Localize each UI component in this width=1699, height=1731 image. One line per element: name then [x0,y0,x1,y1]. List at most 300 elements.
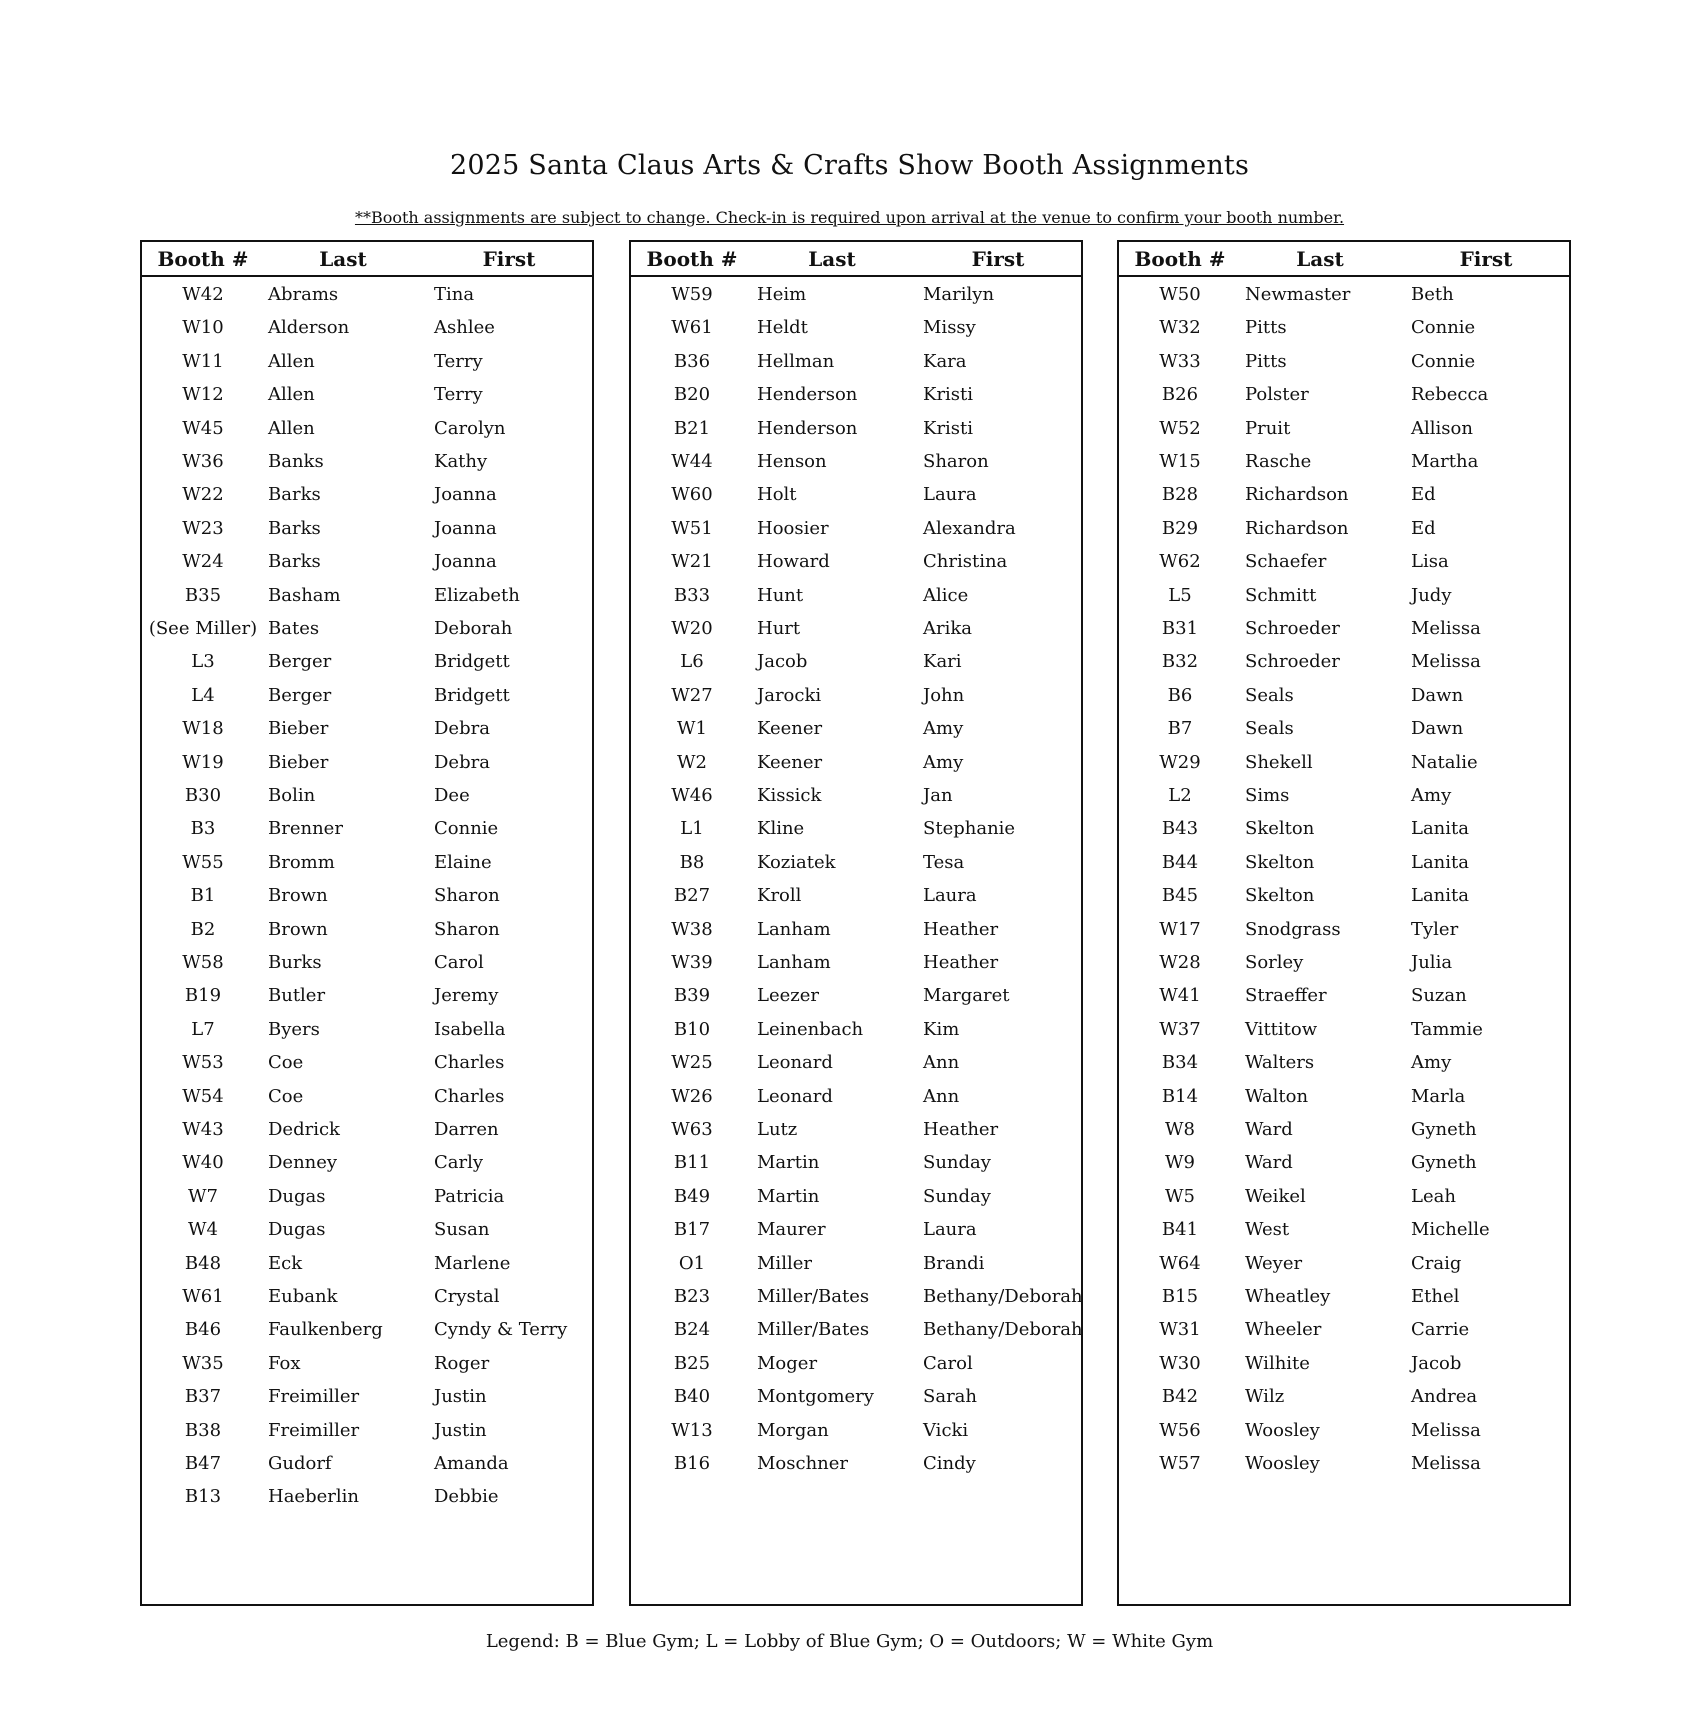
table-row [631,1014,1081,1047]
first-name-cell: Tesa [923,851,965,873]
last-name-cell: Polster [1245,384,1309,406]
table-row [631,880,1081,913]
first-name-cell: Bethany/Deborah [923,1319,1083,1341]
booth-cell: B44 [1161,851,1199,873]
table-row [1119,914,1569,947]
booth-cell: W46 [671,785,713,806]
booth-cell: L6 [680,651,704,673]
first-name-cell: Sunday [923,1185,991,1207]
booth-cell: W40 [182,1152,224,1174]
table-row [142,880,592,913]
last-name-cell: Shekell [1245,751,1313,773]
last-name-cell: Pitts [1245,350,1287,372]
table-row [142,1448,592,1481]
table-row [1119,1014,1569,1047]
booth-cell: W39 [671,952,713,973]
first-name-cell: Debra [434,718,490,740]
last-name-cell: Wheatley [1245,1286,1331,1307]
first-name-cell: Joanna [434,484,497,506]
table-row [1119,747,1569,780]
first-name-cell: Sharon [923,451,989,472]
table-row [142,513,592,546]
header-last: Last [319,247,367,271]
booth-cell: B34 [1161,1052,1199,1074]
header-last: Last [808,247,856,271]
last-name-cell: Martin [757,1152,820,1174]
booth-cell: W22 [182,484,224,506]
last-name-cell: Schaefer [1245,551,1327,573]
last-name-cell: Bolin [268,785,316,806]
table-row [631,646,1081,679]
table-row [1119,1381,1569,1414]
last-name-cell: Allen [268,384,315,406]
last-name-cell: Wheeler [1245,1319,1322,1341]
booth-cell: B14 [1161,1085,1199,1107]
last-name-cell: Dugas [268,1185,326,1207]
table-row [142,1248,592,1281]
last-name-cell: Byers [268,1018,320,1040]
table-row [1119,1281,1569,1314]
last-name-cell: Fox [268,1352,301,1374]
table-row [631,1381,1081,1414]
last-name-cell: Hellman [757,350,835,372]
last-name-cell: Eubank [268,1286,338,1307]
booth-cell: W31 [1159,1319,1201,1341]
first-name-cell: Connie [1411,317,1476,339]
last-name-cell: Keener [757,718,823,740]
first-name-cell: Sunday [923,1152,991,1174]
last-name-cell: Snodgrass [1245,918,1341,940]
booth-table-1 [140,240,594,1606]
last-name-cell: Newmaster [1245,284,1351,305]
last-name-cell: Bieber [268,751,329,773]
first-name-cell: Julia [1411,952,1453,973]
booth-cell: W61 [671,317,713,339]
booth-cell: W2 [677,751,707,773]
table-row [142,1114,592,1147]
table-row [142,1214,592,1247]
last-name-cell: Kline [757,818,805,840]
table-row [1119,479,1569,512]
booth-cell: B7 [1167,718,1193,740]
booth-cell: W26 [671,1085,713,1107]
table-row [142,312,592,345]
header-first: First [1459,247,1513,271]
table-row [631,479,1081,512]
last-name-cell: Lanham [757,918,831,940]
table-row [142,346,592,379]
table-row [1119,813,1569,846]
last-name-cell: Freimiller [268,1419,360,1441]
booth-cell: W52 [1159,417,1201,439]
table-row [1119,513,1569,546]
last-name-cell: Rasche [1245,451,1312,472]
last-name-cell: Schmitt [1245,584,1317,606]
table-row [631,1314,1081,1347]
first-name-cell: Carrie [1411,1319,1470,1341]
table-row [142,1481,592,1514]
table-row [1119,413,1569,446]
table-row [631,947,1081,980]
last-name-cell: Maurer [757,1219,826,1241]
booth-cell: B24 [673,1319,711,1341]
first-name-cell: Melissa [1411,1453,1481,1474]
table-row [1119,1448,1569,1481]
first-name-cell: Kathy [434,451,488,472]
last-name-cell: Banks [268,451,324,472]
first-name-cell: Dawn [1411,684,1464,706]
table-header [142,242,592,277]
first-name-cell: Heather [923,918,999,940]
first-name-cell: Amy [1411,785,1452,806]
last-name-cell: Vittitow [1245,1018,1318,1040]
last-name-cell: Bieber [268,718,329,740]
booth-cell: W5 [1165,1185,1195,1207]
table-header [1119,242,1569,277]
table-row [1119,312,1569,345]
first-name-cell: Suzan [1411,985,1467,1007]
first-name-cell: Sarah [923,1386,977,1408]
table-row [142,1281,592,1314]
booth-cell: L3 [191,651,215,673]
last-name-cell: Koziatek [757,851,836,873]
booth-cell: W42 [182,284,224,305]
booth-cell: B26 [1161,384,1199,406]
table-row [631,580,1081,613]
last-name-cell: Sorley [1245,952,1304,973]
first-name-cell: Patricia [434,1185,505,1207]
booth-cell: B3 [190,818,216,840]
last-name-cell: Straeffer [1245,985,1327,1007]
last-name-cell: Heim [757,284,807,305]
first-name-cell: Martha [1411,451,1479,472]
last-name-cell: Walters [1245,1052,1315,1074]
last-name-cell: Henderson [757,384,858,406]
booth-cell: W11 [182,350,224,372]
booth-cell: B2 [190,918,216,940]
last-name-cell: Lanham [757,952,831,973]
table-row [631,980,1081,1013]
table-row [631,1181,1081,1214]
first-name-cell: Lisa [1411,551,1449,573]
last-name-cell: Wilz [1245,1386,1285,1408]
first-name-cell: Heather [923,1119,999,1140]
first-name-cell: Connie [434,818,499,840]
booth-cell: B16 [673,1453,711,1474]
last-name-cell: Richardson [1245,484,1349,506]
first-name-cell: Kari [923,651,962,673]
table-row [631,379,1081,412]
table-row [631,513,1081,546]
first-name-cell: Terry [434,350,483,372]
first-name-cell: Charles [434,1052,505,1074]
first-name-cell: Tina [434,284,475,305]
table-row [142,747,592,780]
table-row [142,947,592,980]
first-name-cell: Justin [434,1419,487,1441]
first-name-cell: Bridgett [434,651,510,673]
first-name-cell: Carly [434,1152,484,1174]
first-name-cell: Heather [923,952,999,973]
booth-cell: W59 [671,284,713,305]
last-name-cell: Henson [757,451,827,472]
last-name-cell: Berger [268,684,332,706]
table-row [1119,613,1569,646]
table-row [631,1448,1081,1481]
table-row [142,580,592,613]
last-name-cell: Brenner [268,818,343,840]
header-first: First [971,247,1025,271]
header-booth: Booth # [157,247,249,271]
last-name-cell: Sims [1245,785,1290,806]
last-name-cell: Weyer [1245,1252,1303,1274]
table-row [142,413,592,446]
booth-cell: B27 [673,885,711,907]
last-name-cell: Heldt [757,317,808,339]
first-name-cell: Terry [434,384,483,406]
table-row [1119,680,1569,713]
table-row [1119,1314,1569,1347]
booth-cell: W19 [182,751,224,773]
first-name-cell: Isabella [434,1018,506,1040]
first-name-cell: Lanita [1411,885,1469,907]
booth-cell: W4 [188,1219,218,1241]
first-name-cell: Margaret [923,985,1010,1007]
booth-cell: W55 [182,851,224,873]
booth-cell: W33 [1159,350,1201,372]
first-name-cell: Elizabeth [434,584,520,606]
first-name-cell: Laura [923,1219,977,1241]
booth-cell: W54 [182,1085,224,1107]
first-name-cell: Ethel [1411,1286,1460,1307]
first-name-cell: Carol [923,1352,973,1374]
last-name-cell: Weikel [1245,1185,1306,1207]
first-name-cell: Susan [434,1219,490,1241]
first-name-cell: Lanita [1411,818,1469,840]
last-name-cell: Hunt [757,584,804,606]
table-row [1119,1415,1569,1448]
booth-cell: W35 [182,1352,224,1374]
first-name-cell: Laura [923,885,977,907]
first-name-cell: Joanna [434,517,497,539]
first-name-cell: Roger [434,1352,490,1374]
last-name-cell: Coe [268,1085,304,1107]
first-name-cell: Brandi [923,1252,985,1274]
last-name-cell: Seals [1245,684,1294,706]
first-name-cell: Bethany/Deborah [923,1286,1083,1307]
table-row [142,1047,592,1080]
booth-cell: W57 [1159,1453,1201,1474]
last-name-cell: Basham [268,584,341,606]
last-name-cell: Faulkenberg [268,1319,383,1341]
booth-cell: W1 [677,718,707,740]
table-header [631,242,1081,277]
last-name-cell: Woosley [1245,1453,1320,1474]
table-row [142,813,592,846]
last-name-cell: Alderson [268,317,350,339]
first-name-cell: Justin [434,1386,487,1408]
first-name-cell: Deborah [434,618,513,639]
first-name-cell: Natalie [1411,751,1478,773]
first-name-cell: Allison [1411,417,1473,439]
booth-cell: B21 [673,417,711,439]
booth-cell: B37 [184,1386,222,1408]
table-row [631,312,1081,345]
last-name-cell: Pruit [1245,417,1291,439]
last-name-cell: Moschner [757,1453,849,1474]
booth-cell: B23 [673,1286,711,1307]
booth-cell: W24 [182,551,224,573]
last-name-cell: Miller [757,1252,812,1274]
table-row [142,1014,592,1047]
last-name-cell: Hurt [757,618,801,639]
table-row [631,1081,1081,1114]
table-row [1119,847,1569,880]
first-name-cell: John [923,684,965,706]
booth-cell: B41 [1161,1219,1199,1241]
booth-cell: B29 [1161,517,1199,539]
booth-cell: W8 [1165,1119,1195,1140]
last-name-cell: Bromm [268,851,335,873]
last-name-cell: Coe [268,1052,304,1074]
table-row [142,680,592,713]
booth-cell: B48 [184,1252,222,1274]
first-name-cell: Missy [923,317,976,339]
first-name-cell: Ed [1411,484,1436,506]
booth-cell: B25 [673,1352,711,1374]
first-name-cell: Dee [434,785,470,806]
last-name-cell: Schroeder [1245,651,1340,673]
booth-cell: L1 [680,818,704,840]
booth-cell: W41 [1159,985,1201,1007]
table-row [1119,546,1569,579]
last-name-cell: Miller/Bates [757,1319,870,1341]
first-name-cell: Judy [1411,584,1452,606]
first-name-cell: Ashlee [434,317,495,339]
table-row [631,1214,1081,1247]
last-name-cell: Howard [757,551,830,573]
first-name-cell: Debra [434,751,490,773]
booth-cell: B45 [1161,885,1199,907]
first-name-cell: Andrea [1411,1386,1478,1408]
last-name-cell: Brown [268,918,328,940]
table-row [631,713,1081,746]
first-name-cell: Ann [923,1052,960,1074]
last-name-cell: Skelton [1245,818,1315,840]
table-row [1119,1348,1569,1381]
booth-cell: L5 [1168,584,1192,606]
table-row [1119,1047,1569,1080]
disclaimer-text: **Booth assignments are subject to change. Check-in is required upon arrival at the venue to confirm your booth number. [354,208,1345,227]
booth-cell: W21 [671,551,713,573]
first-name-cell: Darren [434,1119,499,1140]
last-name-cell: Freimiller [268,1386,360,1408]
first-name-cell: Kristi [923,417,974,439]
booth-cell: B49 [673,1185,711,1207]
table-row [1119,580,1569,613]
first-name-cell: Charles [434,1085,505,1107]
booth-cell: L4 [191,684,215,706]
first-name-cell: Kara [923,350,967,372]
booth-cell: W17 [1159,918,1201,940]
first-name-cell: Melissa [1411,1419,1481,1441]
first-name-cell: Alexandra [923,517,1016,539]
first-name-cell: Connie [1411,350,1476,372]
first-name-cell: Craig [1411,1252,1462,1274]
table-row [142,1314,592,1347]
table-row [631,1114,1081,1147]
first-name-cell: Crystal [434,1286,500,1307]
last-name-cell: Ward [1245,1152,1293,1174]
booth-cell: W12 [182,384,224,406]
header-booth: Booth # [1134,247,1226,271]
last-name-cell: Leezer [757,985,819,1007]
first-name-cell: Marla [1411,1085,1466,1107]
last-name-cell: Abrams [268,284,339,305]
last-name-cell: Dugas [268,1219,326,1241]
last-name-cell: Keener [757,751,823,773]
table-row [631,546,1081,579]
table-row [1119,279,1569,312]
last-name-cell: Brown [268,885,328,907]
booth-cell: W28 [1159,952,1201,973]
first-name-cell: Gyneth [1411,1119,1477,1140]
booth-cell: B36 [673,350,711,372]
first-name-cell: Amanda [434,1453,509,1474]
first-name-cell: Melissa [1411,618,1481,639]
last-name-cell: Allen [268,417,315,439]
last-name-cell: Skelton [1245,851,1315,873]
header-booth: Booth # [646,247,738,271]
table-row [631,813,1081,846]
header-first: First [482,247,536,271]
last-name-cell: Barks [268,551,321,573]
booth-cell: W58 [182,952,224,973]
first-name-cell: Laura [923,484,977,506]
booth-cell: W20 [671,618,713,639]
table-row [631,680,1081,713]
table-row [631,413,1081,446]
last-name-cell: Eck [268,1252,303,1274]
last-name-cell: Schroeder [1245,618,1340,639]
booth-cell: B10 [673,1018,711,1040]
table-row [142,379,592,412]
booth-cell: B33 [673,584,711,606]
last-name-cell: Dedrick [268,1119,340,1140]
booth-cell: B17 [673,1219,711,1241]
first-name-cell: Ann [923,1085,960,1107]
table-row [631,446,1081,479]
last-name-cell: Wilhite [1245,1352,1310,1374]
table-row [1119,880,1569,913]
last-name-cell: Burks [268,952,322,973]
table-row [1119,646,1569,679]
first-name-cell: Joanna [434,551,497,573]
booth-cell: W64 [1159,1252,1201,1274]
table-row [142,914,592,947]
first-name-cell: Tyler [1411,918,1459,940]
first-name-cell: Marlene [434,1252,511,1274]
booth-cell: B20 [673,384,711,406]
first-name-cell: Michelle [1411,1219,1490,1241]
table-row [1119,346,1569,379]
table-row [1119,1147,1569,1180]
first-name-cell: Bridgett [434,684,510,706]
table-row [142,546,592,579]
booth-cell: B32 [1161,651,1199,673]
last-name-cell: Leonard [757,1052,833,1074]
booth-cell: W32 [1159,317,1201,339]
